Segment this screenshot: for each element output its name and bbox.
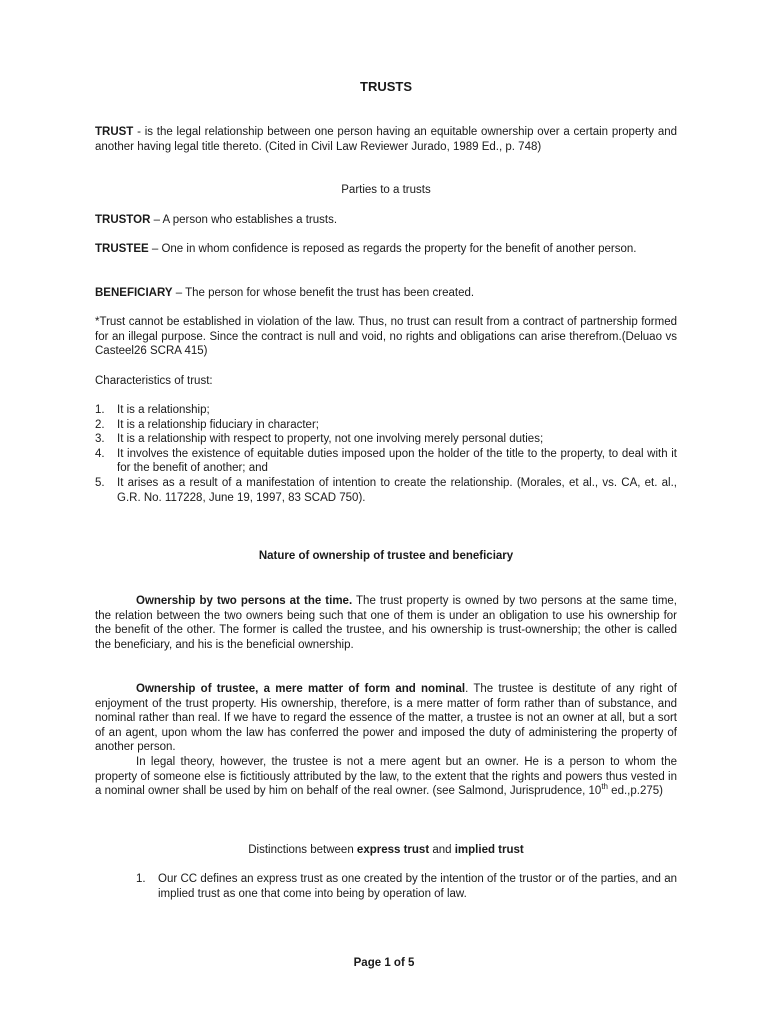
ownership-two-persons: [95, 594, 677, 652]
legal-theory-text: In legal theory, however, the trustee is not a mere agent but an owner. He is a person to whom the property of someone else is fictitiously attributed by the law, to the extent that the rights and powers thus vested in a nominal owner shall be used by him on behalf of the real owner. (see Salmond, Jurisprudence, 10: [95, 756, 677, 798]
list-item: [95, 403, 677, 418]
trustee-definition: [95, 242, 677, 257]
implied-trust-label: implied trust: [454, 844, 524, 856]
legal-note: *Trust cannot be established in violation of the law. Thus, no trust can result from a contract of partnership formed for an illegal purpose. Since the contract is null and void, no rights and obligations can arise therefrom.(Deluao vs Casteel26 SCRA 415): [95, 316, 677, 358]
list-item-text: It is a relationship fiduciary in character;: [117, 418, 319, 431]
trustor-definition: [95, 213, 677, 228]
list-item-text: It involves the existence of equitable duties imposed upon the holder of the title to the property, to deal with it for the benefit of another; and: [117, 447, 677, 475]
page-title: TRUSTS: [360, 79, 412, 94]
distinctions-heading: [95, 843, 677, 858]
list-item: [95, 432, 677, 447]
list-item-number: 1.: [136, 873, 146, 885]
legal-theory-paragraph: [95, 755, 677, 799]
distinctions-and: and: [429, 844, 455, 856]
trustee-term: TRUSTEE: [95, 243, 149, 255]
characteristics-heading: Characteristics of trust:: [95, 375, 213, 387]
distinctions-list: [95, 872, 677, 901]
list-item-number: 1.: [95, 404, 105, 416]
list-item-number: 2.: [95, 418, 105, 431]
express-trust-label: express trust: [356, 844, 430, 856]
list-item-text: Our CC defines an express trust as one created by the intention of the trustor or of the parties, and an implied trust as one that come into being by operation of law.: [158, 873, 677, 900]
distinctions-prefix: Distinctions between: [248, 844, 357, 856]
parties-heading: Parties to a trusts: [341, 184, 431, 196]
characteristics-list: [95, 403, 677, 505]
list-item-number: 4.: [95, 447, 105, 460]
list-item-text: It is a relationship;: [117, 404, 210, 416]
list-item-number: 5.: [95, 476, 105, 489]
page-footer: Page 1 of 5: [353, 957, 415, 969]
ownership-trustee-lead: Ownership of trustee, a mere matter of form and nominal: [136, 683, 466, 695]
ownership-two-lead: Ownership by two persons at the time.: [136, 595, 353, 607]
trust-definition-text: - is the legal relationship between one person having an equitable ownership over a certain property and another having legal title thereto. (Cited in Civil Law Reviewer Jurado, 1989 Ed., p. 748): [95, 126, 677, 153]
trustee-text: – One in whom confidence is reposed as regards the property for the benefit of another person.: [148, 243, 637, 255]
nature-heading: Nature of ownership of trustee and beneficiary: [258, 550, 514, 562]
trust-definition: [95, 125, 677, 154]
list-item: [95, 418, 677, 433]
beneficiary-definition: [95, 286, 677, 301]
list-item-text: It arises as a result of a manifestation of intention to create the relationship. (Morales, et al., vs. CA, et. al., G.R. No. 117228, June 19, 1997, 83 SCAD 750).: [117, 476, 677, 504]
list-item: [95, 476, 677, 505]
trustor-text: – A person who establishes a trusts.: [150, 214, 338, 226]
legal-theory-tail: ed.,p.275): [607, 785, 663, 798]
list-item: [136, 872, 677, 901]
trustor-term: TRUSTOR: [95, 214, 151, 226]
list-item-number: 3.: [95, 433, 105, 446]
legal-theory-sup: th: [601, 782, 608, 792]
ownership-two-text: The trust property is owned by two persons at the same time, the relation between the two owners being such that one of them is under an obligation to use his ownership for the benefit of the other. The former is called the trustee, and his ownership is trust-ownership; the other is called the beneficiary, and his is the beneficial ownership.: [95, 595, 677, 651]
ownership-trustee-text: . The trustee is destitute of any right of enjoyment of the trust property. His ownership, therefore, is a mere matter of form rather than of substance, and nominal rather than real. If we have to regard the essence of the matter, a trustee is not an owner at all, but a sort of an agent, upon whom the law has conferred the power and imposed the duty of administering the property of another person.: [95, 683, 677, 754]
ownership-trustee: [95, 682, 677, 755]
beneficiary-text: – The person for whose benefit the trust has been created.: [172, 287, 475, 299]
list-item-text: It is a relationship with respect to property, not one involving merely personal duties;: [117, 433, 544, 446]
trust-term: TRUST: [95, 126, 134, 138]
list-item: [95, 447, 677, 476]
beneficiary-term: BENEFICIARY: [95, 287, 173, 299]
